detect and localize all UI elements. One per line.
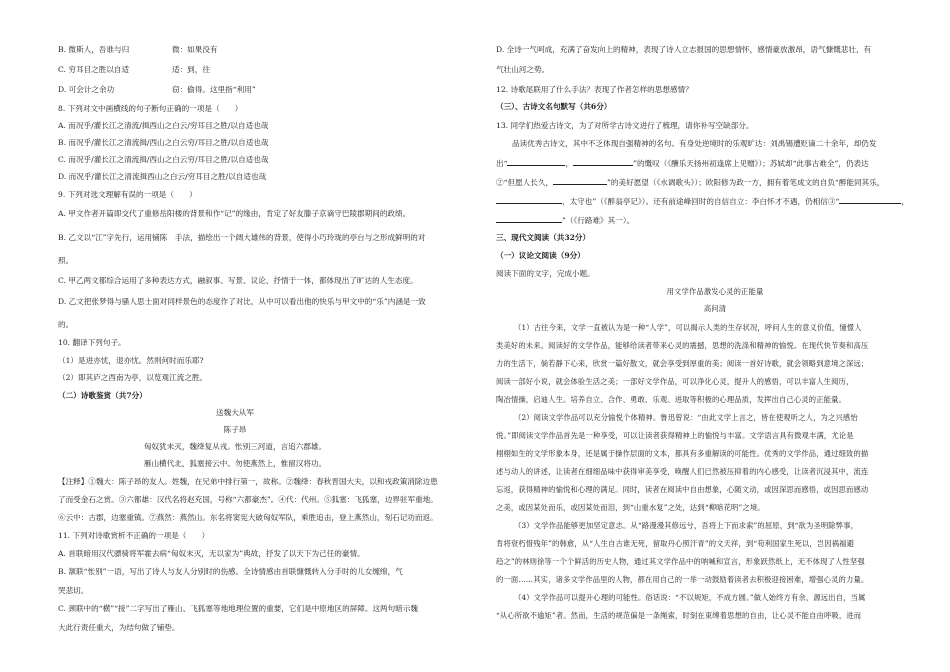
poem-note-3: ⑥云中：古郡，边塞重镇。⑦燕然：燕然山。东名将窦宪大破匈奴军队，乘胜追击，登上燕然山，刻石记功而返。 xyxy=(58,513,438,522)
essay-line: 阅读一部好小说，就会体验生活之美；一部好文学作品，可以净化心灵，提升人的感悟，可以丰富人生阅历， xyxy=(496,377,854,386)
essay-line: （2）阅读文学作品可以充分愉悦个体精神。鲁迅曾说：“由此文学上言之，皆在使观听之人，为之兴感怡 xyxy=(514,413,858,422)
q10-stem: 10. 翻译下列句子。 xyxy=(58,338,126,347)
q13-para-2: 出“ ， ”的慨叹（《酬乐天扬州初逢席上见赠》）；苏轼却“此事古难全”，仍表达 xyxy=(496,159,869,168)
q7-option-d: D. 可会计之余功 xyxy=(58,85,115,94)
essay-line: （1）古往今来，文学一直被认为是一种“人学”，可以揭示人类的生存状况，呼问人生的意义价值，憧憬人 xyxy=(514,323,862,332)
q13-para-3: ②“但愿人长久， ”的美好愿望（《水调歌头》）；欧阳修为政一方，拥有着笔成文的自负“醉能同其乐， xyxy=(496,178,885,187)
q8-option-a: A. 而况乎/灌长江之清流/揖西山之白云/穷耳目之胜/以自适也哉 xyxy=(58,121,269,130)
q10-item-2: （2）即其庐之西南为亭，以览观江流之胜。 xyxy=(58,373,208,382)
q7-option-b-note: 微：如果没有 xyxy=(172,45,218,54)
essay-line: 之美，或因某处而乐，或因某处而泪，到“山重水复”之处，达到“柳暗花明”之境。 xyxy=(496,503,765,512)
q9-option-a: A. 甲文作者开篇即交代了重修岳阳楼的背景和作“记”的缘由，肯定了好友滕子京谪守巴陵郡期间的政绩。 xyxy=(58,209,411,218)
q9-option-d-cont: 的。 xyxy=(58,320,74,329)
blank-2[interactable] xyxy=(573,157,633,166)
q11-option-b-cont: 哭悲切。 xyxy=(58,586,89,595)
q8-option-b: B. 而况乎/灌长江之清流揖/西山之白云穷/耳目之胜/以自适也哉 xyxy=(58,138,269,147)
poem-title: 送魏大从军 xyxy=(216,408,254,417)
blank-6[interactable] xyxy=(496,214,562,223)
essay-line: （4）文学作品可以提升心理的可能性。俗话说：“不以规矩，不成方圆。”做人始终方有余，源远出自，当属 xyxy=(514,593,866,602)
essay-line: 的一面……其实，诸多文学作品里的人物，都在用自己的一举一动鼓励着读者去积极迎接困难，增强心灵的力量。 xyxy=(496,575,869,584)
q8-option-d: D. 而况乎/灌长江之清流揖西山之白云/穷耳目之胜/以自适也哉 xyxy=(58,172,267,181)
poem-line-1: 匈奴犹未灭，魏绛复从戎。怅别三河道，言追六郡雄。 xyxy=(143,442,327,451)
section-recitation-title: （三）、古诗文名句默写（共6分） xyxy=(496,102,612,111)
essay-line: 力的生活下，倘若静下心来，欣赏一篇好散文，就会享受到厚重的美；阅读一首好诗歌，就会领略到意境之深远； xyxy=(496,359,869,368)
blank-5[interactable] xyxy=(839,195,901,204)
essay-line: 述与动人的讲述，让读者在细细品味中获得审美享受，唤醒人们已然被压抑着的内心感受，让读者沉浸其中，流连 xyxy=(496,467,869,476)
essay-line: 类美好的未来。阅读好的文学作品，能够给读者带来心灵的震撼，思想的洗涤和精神的愉悦。在现代快节奏和高压 xyxy=(496,341,869,350)
q13-para-5: ”（《行路难》其一）。 xyxy=(496,214,634,226)
q9-option-c: C. 甲乙两文都综合运用了多种表达方式，融叙事、写景、议论、抒情于一体，都体现出了旷达的人生态度。 xyxy=(58,276,418,285)
q11-option-d-cont: 气壮山河之势。 xyxy=(496,65,550,74)
poem-author: 陈子昂 xyxy=(223,425,247,434)
q12-stem: 12. 诗歌尾联用了什么手法？表现了作者怎样的思想感情？ xyxy=(496,85,693,94)
essay-line: 悦。”即阅读文学作品首先是一种享受，可以让读者获得精神上的愉悦与丰富。文学语言具有微观丰满，尤论是 xyxy=(496,431,854,440)
q7-option-b: B. 微斯人，吾谁与归 xyxy=(58,45,130,54)
poem-note-1: 【注释】①魏大：陈子昂的友人。姓魏，在兄弟中排行第一，故称。②魏绛：春秋晋国大夫，以和戎政策消除边患 xyxy=(58,477,438,486)
q7-option-c-note: 适：到，往 xyxy=(172,65,210,74)
q11-option-c-cont: 大此行责任重大，为结句做了铺垫。 xyxy=(58,623,180,632)
essay-author: 高问清 xyxy=(703,304,727,313)
poem-line-2: 雁山横代北，狐塞接云中。勿使燕然上，惟留汉将功。 xyxy=(143,459,327,468)
q10-item-1: （1）是进亦忧，退亦忧。然则何时而乐耶? xyxy=(58,356,204,365)
reading-instruction: 阅读下面的文字，完成小题。 xyxy=(496,269,595,278)
section-poetry-title: （二）诗歌鉴赏（共7分） xyxy=(58,391,147,400)
essay-line: （3）文学作品能够更加坚定意志。从“路漫漫其修远兮，吾将上下而求索”的屈原，到“欲为圣明除弊事， xyxy=(514,521,859,530)
q13-stem: 13. 同学们热爱古诗文，为了对所学古诗文进行了梳理，请你补写空缺部分。 xyxy=(496,121,754,130)
blank-4[interactable] xyxy=(496,195,562,204)
q11-stem: 11. 下列对诗歌赏析不正确的一项是（ ） xyxy=(58,531,210,540)
essay-line: 陶冶情操，启迪人生。培养自立、合作、勇敢、乐观、进取等积极的心理品质，发挥出自己心灵的正能量。 xyxy=(496,395,846,404)
q13-para-4: ，太守也”（《醉翁亭记》）。还有前途峰回时的自信自立：李白怀才不遇，仍相信③“ ， xyxy=(496,195,909,207)
essay-line: 忘返，获得精神的愉悦和心理的满足。同时，读者在阅读中自由想象，心随文动，或因深思而感悟，或因思而感动 xyxy=(496,485,869,494)
essay-line: 栩栩如生的文学形象本身，还是属于操作层面的文本，都具有多重解读的可能性。优秀的文学作品，通过细致的描 xyxy=(496,449,869,458)
q11-option-b: B. 颔联“怅别”一语，写出了诗人与友人分别时的伤感。全诗情感由首联慷慨转入分手时的儿女缠绵，气 xyxy=(58,567,403,576)
q8-option-c: C. 而况乎/灌长江之清流揖/西山之白云穷/耳目之胜/以自适也哉 xyxy=(58,155,269,164)
q7-option-d-note: 窃：偷得。这里指“利用” xyxy=(172,85,256,94)
q9-option-b-cont: 照。 xyxy=(58,256,74,265)
q9-option-d: D. 乙文把张梦得与骚人思士面对同样景色的态度作了对比，从中可以看出他的快乐与甲文中的“乐”内涵是一致 xyxy=(58,297,426,306)
q8-stem: 8. 下列对文中画横线的句子断句正确的一项是（ ） xyxy=(58,104,243,113)
essay-line: 肯将衰朽惜残年”的韩愈，从“人生自古谁无死，留取丹心照汗青”的文天祥，到“苟利国家生死以，岂因祸福避 xyxy=(496,539,855,548)
essay-line: “从心所欲不逾矩”者。然而，生活的规范偏是一条绳索，时刻在束缚着思想的自由，让心灵不能自由呼吸，进而 xyxy=(496,611,862,620)
q11-option-d: D. 全诗一气呵成，充满了奋发向上的精神，表现了诗人立志报国的思想情怀，感情豪放激昂，语气慷慨悲壮，有 xyxy=(496,45,872,54)
essay-title: 用文学作品激发心灵的正能量 xyxy=(666,287,764,296)
q13-para-1: 品读优秀古诗文，其中不乏体现自强精神的名句。有身处逆境时的乐观旷达：刘禹锡遭贬谪二十余年，却仍发 xyxy=(512,139,877,148)
poem-note-2: 了而受金石之赏。③六都雄：汉代名将赵充国，号称“六都豪杰”。④代：代州。⑤狐塞：飞狐塞，边界驻军重地。 xyxy=(58,495,438,504)
q9-stem: 9. 下列对选文理解有误的一项是（ ） xyxy=(58,190,197,199)
section-modern-title: 三、现代文阅读（共32分） xyxy=(496,233,591,242)
q11-option-c: C. 颈联中的“横”“接”二字写出了雁山、飞狐塞等地地理位置的重要，它们是中原地区的屏障。这两句暗示魏 xyxy=(58,604,419,613)
blank-1[interactable] xyxy=(507,157,565,166)
q11-option-a: A. 首联暗用汉代骠骑将军霍去病“匈奴未灭，无以家为”典故，抒发了以天下为己任的豪情。 xyxy=(58,549,365,558)
q7-option-c: C. 穷耳目之胜以自适 xyxy=(58,65,130,74)
q9-option-b: B. 乙文以“江”字先行，运用铺陈 手法，描绘出一个阔大雄伟的背景，使得小巧玲珑的亭台与之形成鲜明的对 xyxy=(58,233,426,242)
subsection-argument-title: （一）议论文阅读（9分） xyxy=(496,251,585,260)
blank-3[interactable] xyxy=(553,176,607,185)
essay-line: 趋之”的林则徐等一个个鲜活的历史人物，通过其文学作品中的呐喊和宣言，形象跃然纸上，无不体现了人性坚强 xyxy=(496,557,865,566)
